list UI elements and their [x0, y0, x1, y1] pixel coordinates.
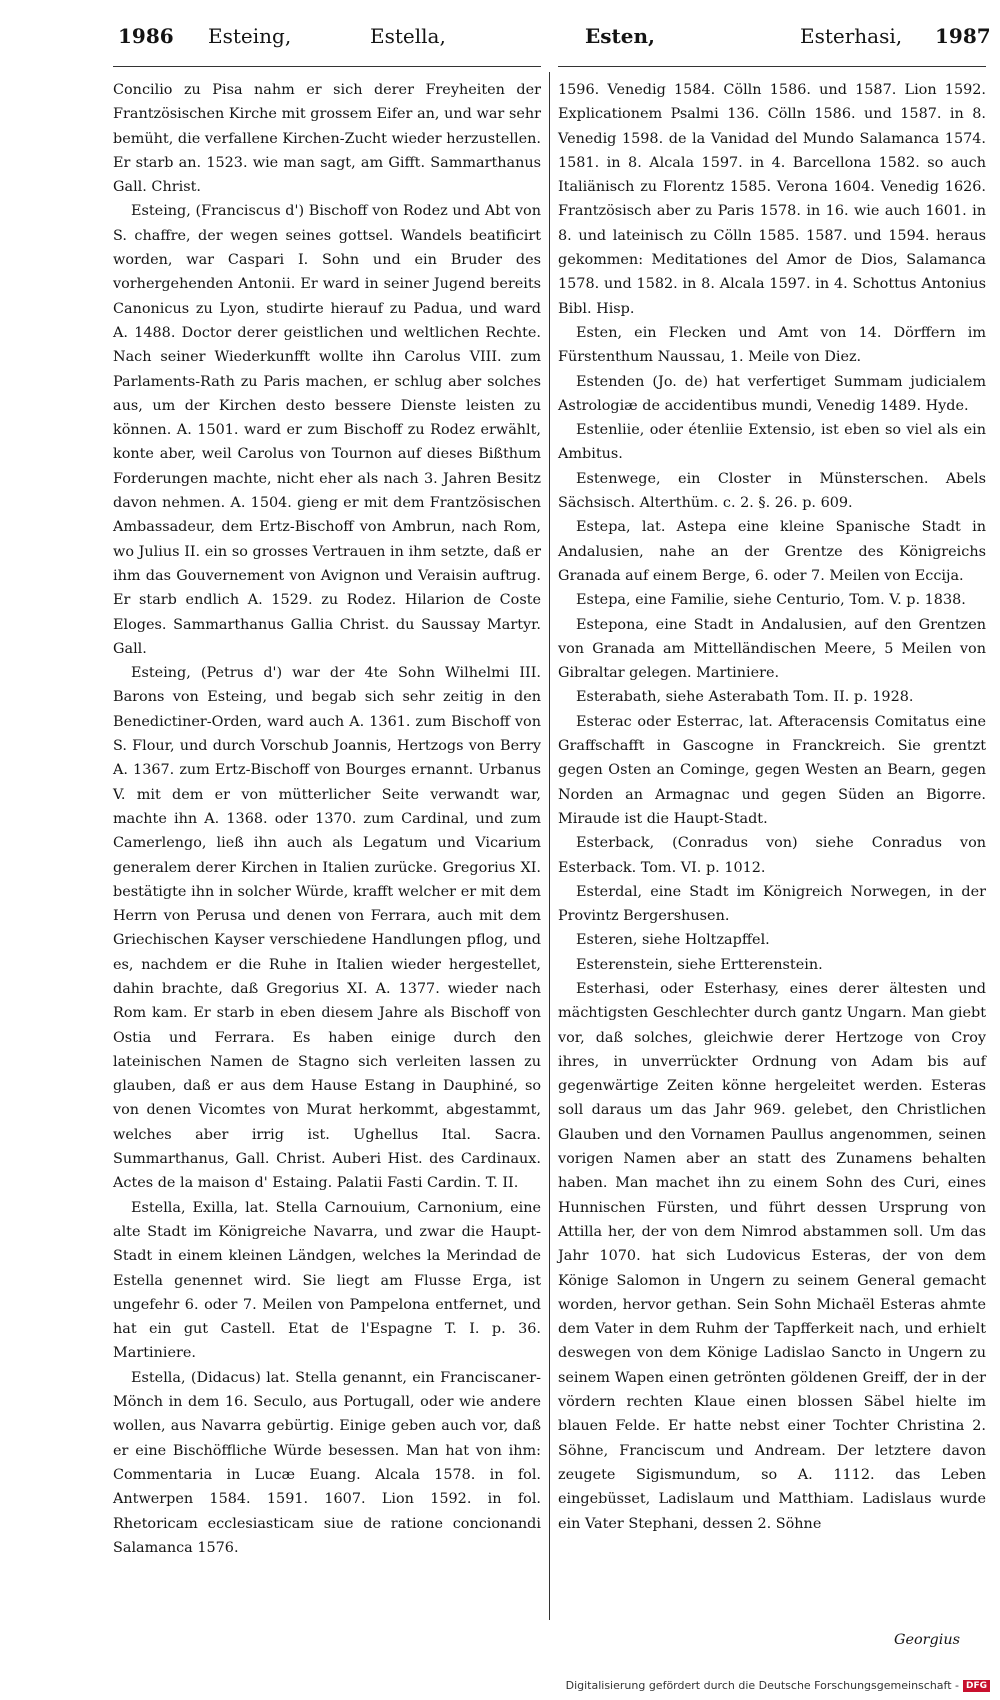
- entry-paragraph: Estenwege, ein Closter in Münsterschen. Abels Sächsisch. Alterthüm. c. 2. §. 26. p. 609.: [558, 470, 986, 512]
- entry-paragraph: Esterhasi, oder Esterhasy, eines derer ältesten und mächtigsten Geschlechter durch gantz Ungarn. Man giebt vor, daß solches, gleichwie derer Hertzoge von Croy ihres, in unverrückter Ordnung von Adam bis auf gegenwärtige Zeiten könne hergeleitet werden. Esteras soll daraus um das Jahr 969. gelebet, den Christlichen Glauben und den Vornamen Paullus angenommen, seinen vorigen Namen aber an statt des Zunamens behalten haben. Man machet ihn zu einem Sohn des Curi, eines Hunnischen Fürsten, und führt dessen Ursprung von Attilla her, der von dem Nimrod abstammen soll. Um das Jahr 1070. hat sich Ludovicus Esteras, der von dem Könige Salomon in Ungern zu seinem General gemacht worden, hervor gethan. Sein Sohn Michaël Esteras ahmte dem Vater in dem Ruhm der Tapfferkeit nach, und erhielt deswegen von dem Könige Ladislao Sancto in Ungern zu seinem Wapen einen getrönten göldenen Greiff, der in der vördern rechten Klaue einen blossen Säbel hielte im blauen Felde. Er hatte nebst einer Tochter Christina 2. Söhne, Franciscum und Andream. Der letztere davon zeugete Sigismundum, so A. 1112. das Leben eingebüsset, Ladislaum und Matthiam. Ladislaus wurde ein Vater Stephani, dessen 2. Söhne: [558, 980, 986, 1532]
- left-page-number: 1986: [118, 24, 174, 48]
- entry-paragraph: Concilio zu Pisa nahm er sich derer Freyheiten der Frantzösischen Kirche mit grossem Eifer an, und war sehr bemüht, die verfallene Kirchen-Zucht wieder herzustellen. Er starb an. 1523. wie man sagt, am Gifft. Sammarthanus Gall. Christ.: [113, 82, 541, 196]
- footer-text: Digitalisierung gefördert durch die Deutsche Forschungsgemeinschaft -: [565, 1679, 959, 1692]
- entry-paragraph: Esteing, (Franciscus d') Bischoff von Rodez und Abt von S. chaffre, der wegen seines gottsel. Wandels beatificirt worden, war Caspari I. Sohn und ein Bruder des vorhergehenden Antonii. Er ward in seiner Jugend bereits Canonicus zu Lyon, studirte hierauf zu Padua, und ward A. 1488. Doctor derer geistlichen und weltlichen Rechte. Nach seiner Wiederkunfft wollte ihn Carolus VIII. zum Parlaments-Rath zu Paris machen, er schlug aber solches aus, um der Kirchen desto bessere Dienste leisten zu können. A. 1501. ward er zum Bischoff zu Rodez erwählt, konte aber, weil Carolus von Tournon auf dieses Bißthum Forderungen machte, nicht eher als nach 3. Jahren Besitz davon nehmen. A. 1504. gieng er mit dem Frantzösischen Ambassadeur, dem Ertz-Bischoff von Ambrun, nach Rom, wo Julius II. ein so grosses Vertrauen in ihm setzte, daß er ihm das Gouvernement von Avignon und Veraisin auftrug. Er starb endlich A. 1529. zu Rodez. Hilarion de Coste Eloges. Sammarthanus Gallia Christ. du Saussay Martyr. Gall.: [113, 203, 541, 657]
- entry-paragraph: Estella, (Didacus) lat. Stella genannt, ein Franciscaner-Mönch in dem 16. Seculo, aus Portugall, oder wie andere wollen, aus Navarra gebürtig. Einige geben auch vor, daß er eine Bischöffliche Würde besessen. Man hat von ihm: Commentaria in Lucæ Euang. Alcala 1578. in fol. Antwerpen 1584. 1591. 1607. Lion 1592. in fol. Rhetoricam ecclesiasticam siue de ratione concionandi Salamanca 1576.: [113, 1369, 541, 1556]
- column-divider: [549, 72, 550, 1620]
- right-page-number: 1987: [935, 24, 991, 48]
- right-column: [558, 78, 986, 1536]
- right-header-keyword-1: Esten,: [585, 24, 655, 48]
- entry-paragraph: Esterdal, eine Stadt im Königreich Norwegen, in der Provintz Bergershusen.: [558, 883, 986, 925]
- left-column: [113, 78, 541, 1560]
- entry-paragraph: Estepona, eine Stadt in Andalusien, auf den Grentzen von Granada am Mittelländischen Meere, 5 Meilen von Gibraltar gelegen. Martiniere.: [558, 616, 986, 682]
- entry-paragraph: Esteren, siehe Holtzapffel.: [576, 932, 770, 949]
- entry-paragraph: Esterenstein, siehe Ertterenstein.: [576, 956, 823, 973]
- left-header-rule: [113, 66, 541, 67]
- entry-paragraph: Esterback, (Conradus von) siehe Conradus von Esterback. Tom. VI. p. 1012.: [558, 835, 986, 876]
- entry-paragraph: Estella, Exilla, lat. Stella Carnouium, Carnonium, eine alte Stadt im Königreiche Navarra, und zwar die Haupt-Stadt in einem kleinen Ländgen, welches la Merindad de Estella genennet wird. Sie liegt am Flusse Erga, ist ungefehr 6. oder 7. Meilen von Pampelona entfernet, und hat ein gut Castell. Etat de l'Espagne T. I. p. 36. Martiniere.: [113, 1199, 541, 1362]
- entry-paragraph: Estenliie, oder étenliie Extensio, ist eben so viel als ein Ambitus.: [558, 422, 986, 463]
- entry-paragraph: Esten, ein Flecken und Amt von 14. Dörffern im Fürstenthum Naussau, 1. Meile von Diez.: [558, 324, 986, 366]
- entry-paragraph: Estepa, eine Familie, siehe Centurio, Tom. V. p. 1838.: [576, 592, 966, 609]
- catchword: Georgius: [893, 1632, 960, 1648]
- dfg-logo: DFG: [963, 1680, 990, 1692]
- digitization-footer: [566, 1679, 990, 1692]
- entry-paragraph: Estepa, lat. Astepa eine kleine Spanische Stadt in Andalusien, nahe an der Grentze des Königreichs Granada auf einem Berge, 6. oder 7. Meilen von Eccija.: [558, 519, 986, 584]
- entry-paragraph: 1596. Venedig 1584. Cölln 1586. und 1587. Lion 1592. Explicationem Psalmi 136. Cölln 1586. und 1587. in 8. Venedig 1598. de la Vanidad del Mundo Salamanca 1574. 1581. in 8. Alcala 1597. in 4. Barcellona 1582. so auch Italiänisch zu Florentz 1585. Verona 1604. Venedig 1626. Frantzösisch aber zu Paris 1578. in 16. wie auch 1601. in 8. und lateinisch zu Cölln 1585. 1587. und 1594. heraus gekommen: Meditationes del Amor de Dios, Salamanca 1578. und 1582. in 8. Alcala 1597. in 4. Schottus Antonius Bibl. Hisp.: [558, 82, 986, 317]
- entry-paragraph: Estenden (Jo. de) hat verfertiget Summam judicialem Astrologiæ de accidentibus mundi, Venedig 1489. Hyde.: [558, 373, 986, 414]
- right-header-rule: [558, 66, 986, 67]
- right-header-keyword-2: Esterhasi,: [800, 24, 903, 48]
- entry-paragraph: Esterabath, siehe Asterabath Tom. II. p. 1928.: [576, 689, 914, 706]
- entry-paragraph: Esterac oder Esterrac, lat. Afteracensis Comitatus eine Graffschafft in Gascogne in Franckreich. Sie grentzt gegen Osten an Cominge, gegen Westen an Bearn, gegen Norden an Armagnac und gegen Süden an Bigorre. Miraude ist die Haupt-Stadt.: [558, 713, 986, 827]
- entry-paragraph: Esteing, (Petrus d') war der 4te Sohn Wilhelmi III. Barons von Esteing, und begab sich sehr zeitig in den Benedictiner-Orden, ward auch A. 1361. zum Bischoff von S. Flour, und durch Vorschub Joannis, Hertzogs von Berry A. 1367. zum Ertz-Bischoff von Bourges ernannt. Urbanus V. mit dem er von mütterlicher Seite verwandt war, machte ihn A. 1368. oder 1370. zum Cardinal, und zum Camerlengo, ließ ihn auch als Legatum und Vicarium generalem derer Kirchen in Italien zurücke. Gregorius XI. bestätigte ihn in solcher Würde, krafft welcher er mit dem Herrn von Perusa und denen von Ferrara, auch mit dem Griechischen Kayser verschiedene Handlungen pflog, und es, nachdem er die Ruhe in Italien wieder hergestellet, dahin brachte, daß Gregorius XI. A. 1377. wieder nach Rom kam. Er starb in eben diesem Jahre als Bischoff von Ostia und Ferrara. Es haben einige durch den lateinischen Namen de Stagno sich verleiten lassen zu glauben, daß er aus dem Hause Estang in Dauphiné, so von denen Vicomtes von Murat herkommt, abgestammt, welches aber irrig ist. Ughellus Ital. Sacra. Summarthanus, Gall. Christ. Auberi Hist. des Cardinaux. Actes de la maison d' Estaing. Palatii Fasti Cardin. T. II.: [113, 665, 541, 1192]
- left-header-keyword-1: Esteing,: [208, 24, 292, 48]
- page-header: [0, 20, 1000, 66]
- left-header-keyword-2: Estella,: [370, 24, 446, 48]
